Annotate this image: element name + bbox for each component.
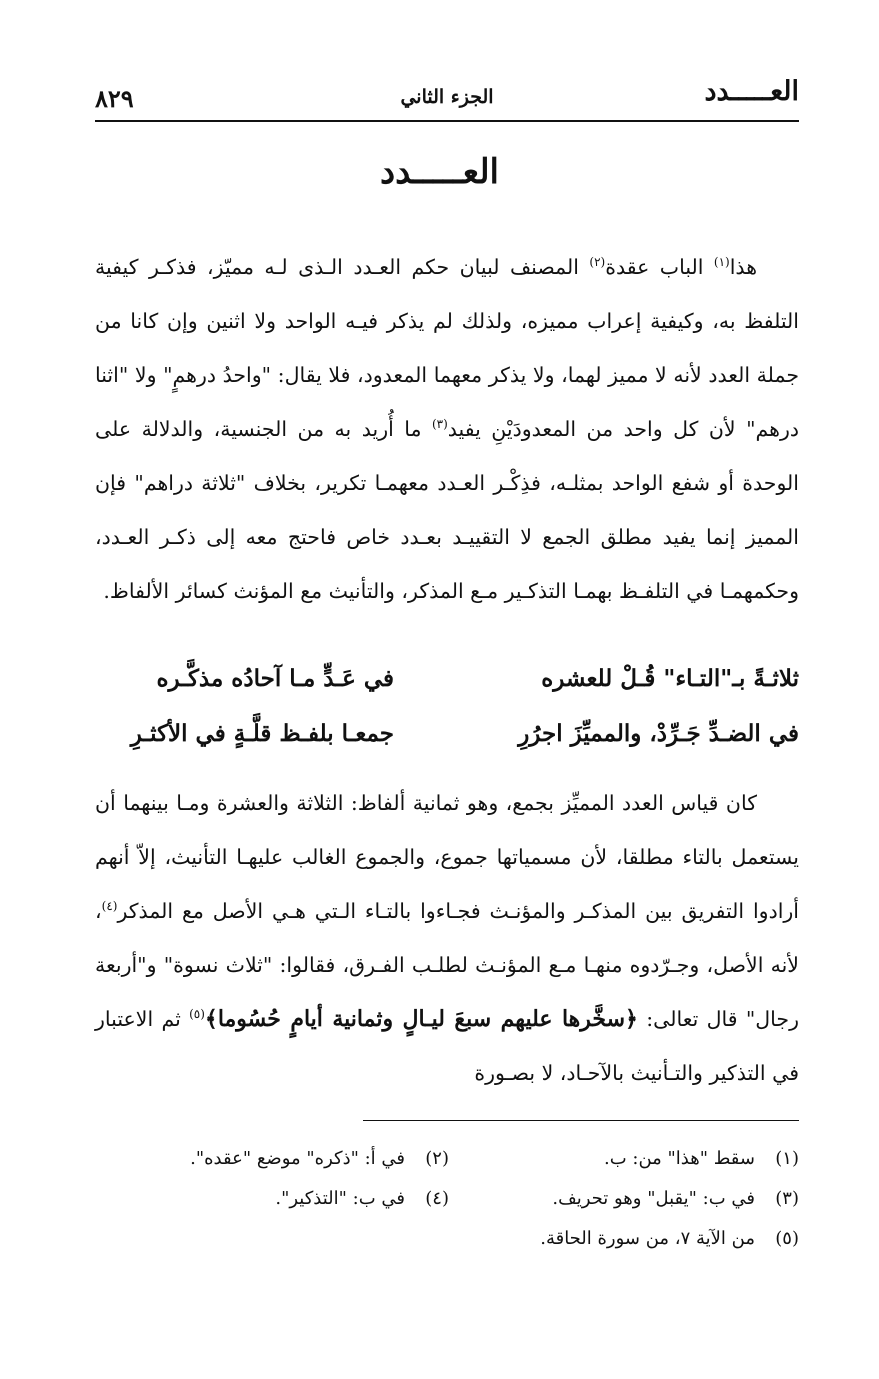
footnote-4: [275, 1188, 449, 1209]
page-number: ٨٢٩: [95, 84, 134, 113]
verse-line-1: [95, 665, 799, 715]
text-run: الباب عقدة: [605, 255, 714, 279]
running-title: العـــــدد: [704, 76, 799, 107]
verse-hemistich-first: في الضـدِّ جَـرِّدْ، والمميِّزَ اجرُرِ: [518, 720, 799, 747]
text-run: ، لأنه الأصل، وجـرّدوه منهـا مـع المؤنـث لطلـب الفـرق، فقالوا: "ثلاث نسوة" و"أربعة رجال" قال تعالى:: [95, 899, 799, 1031]
verse-line-2: [95, 720, 799, 770]
body-paragraph-2: [95, 776, 799, 1100]
text-run: كان قياس العدد المميِّز بجمع، وهو ثمانية ألفاظ: الثلاثة والعشرة ومـا بينهما أن يستعمل بالتاء مطلقا، لأن مسمياتها جموع، والجموع الغالب عليهـا التأنيث، إلاّ أنهم أرادوا التفريق بين المذكـر والمؤنـث فجـاءوا بالتـاء الـتي هـي الأصل مع المذكر: [95, 791, 799, 923]
footnote-row: [95, 1148, 799, 1188]
body-paragraph-1: [95, 240, 799, 618]
footnote-text: سقط "هذا" من: ب.: [603, 1148, 755, 1169]
footnote-text: في ب: "يقبل" وهو تحريف.: [552, 1188, 755, 1209]
footnote-2: [190, 1148, 449, 1169]
footnote-3: [552, 1188, 799, 1209]
footnote-text: في ب: "التذكير".: [275, 1188, 405, 1209]
text-run: المصنف لبيان حكم العـدد الـذى لـه مميّز، فذكـر كيفية التلفظ به، وكيفية إعراب مميزه، ولذلك لم يذكر فيـه الواحد ولا اثنين وإن كانا من جملة العدد لأنه لا مميز لهما، ولا يذكر معهما المعدود، فلا يقال: "واحدُ درهمٍ" ولا "اثنا درهم" لأن كل واحد من المعدودَيْنِ يفيد: [95, 255, 799, 441]
footnote-number: (٥): [775, 1228, 799, 1249]
footnote-divider: [363, 1120, 799, 1121]
footnote-ref-5: (٥): [189, 1007, 205, 1022]
page-header: [95, 68, 799, 122]
part-label: الجزء الثاني: [400, 86, 494, 108]
footnote-number: (٤): [425, 1188, 449, 1209]
footnote-number: (١): [775, 1148, 799, 1169]
paragraph: [95, 776, 799, 1100]
footnote-ref-4: (٤): [101, 899, 118, 914]
footnote-number: (٣): [775, 1188, 799, 1209]
footnote-text: من الآية ٧، من سورة الحاقة.: [540, 1228, 755, 1249]
footnote-row: [95, 1188, 799, 1228]
paragraph: [95, 240, 799, 618]
text-run: ما أُريد به من الجنسية، والدلالة على الوحدة أو شفع الواحد بمثلـه، فذِكْـر العـدد معهمـا تكرير، بخلاف "ثلاثة دراهم" فإن المميز إنما يفيد مطلق الجمع لا التقييـد بعـدد خاص فاحتج معه إلى ذكـر العـدد، وحكمهمـا في التلفـظ بهمـا التذكـير مـع المذكر، والتأنيث مع المؤنث كسائر الألفاظ.: [95, 417, 799, 603]
footnote-text: في أ: "ذكره" موضع "عقده".: [190, 1148, 405, 1169]
footnotes: [95, 1148, 799, 1268]
chapter-title: العـــــدد: [380, 152, 499, 192]
footnote-1: [604, 1148, 799, 1169]
footnote-5: [540, 1228, 799, 1249]
verse-hemistich-second: في عَـدٍّ مـا آحادُه مذكَّـره: [156, 665, 394, 692]
footnote-number: (٢): [425, 1148, 449, 1169]
text-run: هذا: [729, 255, 758, 279]
footnote-row: [95, 1228, 799, 1268]
footnote-ref-3: (٣): [431, 417, 448, 432]
quran-quote: ﴿سخَّرها عليهم سبعَ ليـالٍ وثمانية أيامٍ حُسُوما﴾: [204, 1006, 638, 1032]
verse-hemistich-first: ثلاثـةً بـ"التـاء" قُـلْ للعشره: [541, 665, 799, 692]
verse-hemistich-second: جمعـا بلفـظ قلَّـةٍ في الأكثـرِ: [130, 720, 394, 747]
footnote-ref-1: (١): [713, 255, 730, 270]
text-run: ثم الاعتبار في التذكير والتـأنيث بالآحـاد، لا بصـورة: [95, 1007, 799, 1085]
footnote-ref-2: (٢): [589, 255, 606, 270]
